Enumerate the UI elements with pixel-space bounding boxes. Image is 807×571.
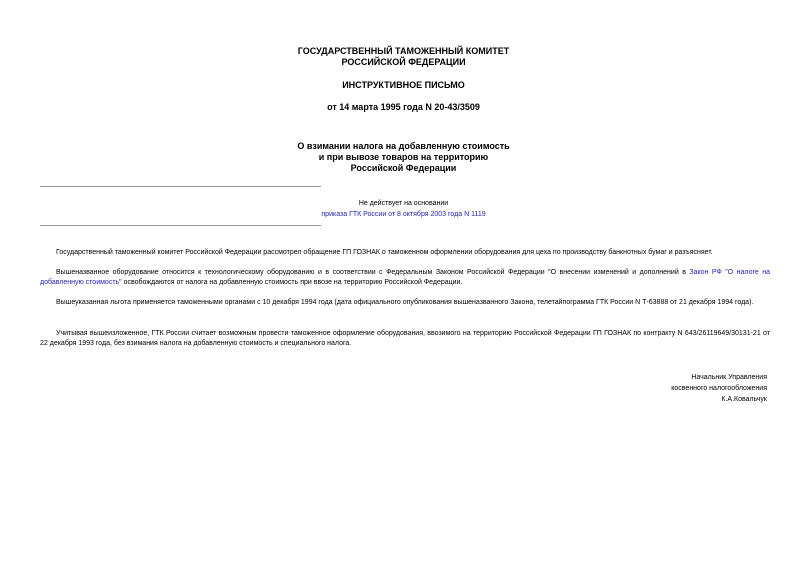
document-title bbox=[0, 141, 807, 174]
divider-bottom bbox=[40, 225, 321, 226]
doc-date-label: от 14 марта 1995 года N 20-43/3509 bbox=[327, 102, 480, 112]
status-notice bbox=[0, 198, 807, 220]
signature-position: Начальник Управления bbox=[691, 374, 767, 381]
signature-block bbox=[671, 372, 767, 405]
org-name-line1: ГОСУДАРСТВЕННЫЙ ТАМОЖЕННЫЙ КОМИТЕТ bbox=[297, 46, 510, 56]
org-name-line2: РОССИЙСКОЙ ФЕДЕРАЦИИ bbox=[341, 57, 466, 67]
body-paragraph-3: Вышеуказанная льгота применяется таможенными органами с 10 декабря 1994 года (дата официального опубликования вышеназванного Закона, телетайпограмма ГТК России N Т-63888 от 21 декабря 1994 года). bbox=[56, 299, 754, 306]
status-notice-link[interactable]: приказа ГТК России от 8 октября 2003 года N 1119 bbox=[321, 211, 486, 218]
document-date bbox=[0, 102, 807, 113]
law-link[interactable]: Закон РФ "О налоге на добавленную стоимость bbox=[40, 269, 771, 286]
body-paragraph-1: Государственный таможенный комитет Российской Федерации рассмотрел обращение ГП ГОЗНАК о таможенном оформлении оборудования для цеха по производству банкнотных бумаг и разъясняет. bbox=[56, 249, 713, 256]
title-line2: и при вывозе товаров на территорию bbox=[318, 152, 489, 162]
p2-text-before: Вышеназванное оборудование относится к технологическому оборудованию и в соответствии с Федеральным Законом Российской Федерации "О внесении изменений и дополнений в bbox=[56, 269, 690, 276]
signature-name: К.А.Ковальчук bbox=[721, 396, 767, 403]
document-type bbox=[0, 80, 807, 91]
doc-type-label: ИНСТРУКТИВНОЕ ПИСЬМО bbox=[342, 80, 465, 90]
body-paragraph-2 bbox=[40, 268, 770, 288]
body-paragraph-4: Учитывая вышеизложенное, ГТК России считает возможным провести таможенное оформление оборудования, ввозимого на территорию Российской Федерации ГП ГОЗНАК по контракту N 643/26119649/30131-21 от 22 декабря 1993 года, без взимания налога на добавленную стоимость и специального налога. bbox=[40, 330, 770, 347]
title-line1: О взимании налога на добавленную стоимость bbox=[297, 141, 510, 151]
p2-text-after: " освобождаются от налога на добавленную стоимость при ввозе на территорию Российской Федерации. bbox=[119, 279, 463, 286]
signature-department: косвенного налогообложения bbox=[671, 385, 767, 392]
title-line3: Российской Федерации bbox=[350, 163, 457, 173]
document-header bbox=[0, 46, 807, 68]
divider-top bbox=[40, 186, 321, 187]
status-notice-text: Не действует на основании bbox=[358, 200, 449, 207]
